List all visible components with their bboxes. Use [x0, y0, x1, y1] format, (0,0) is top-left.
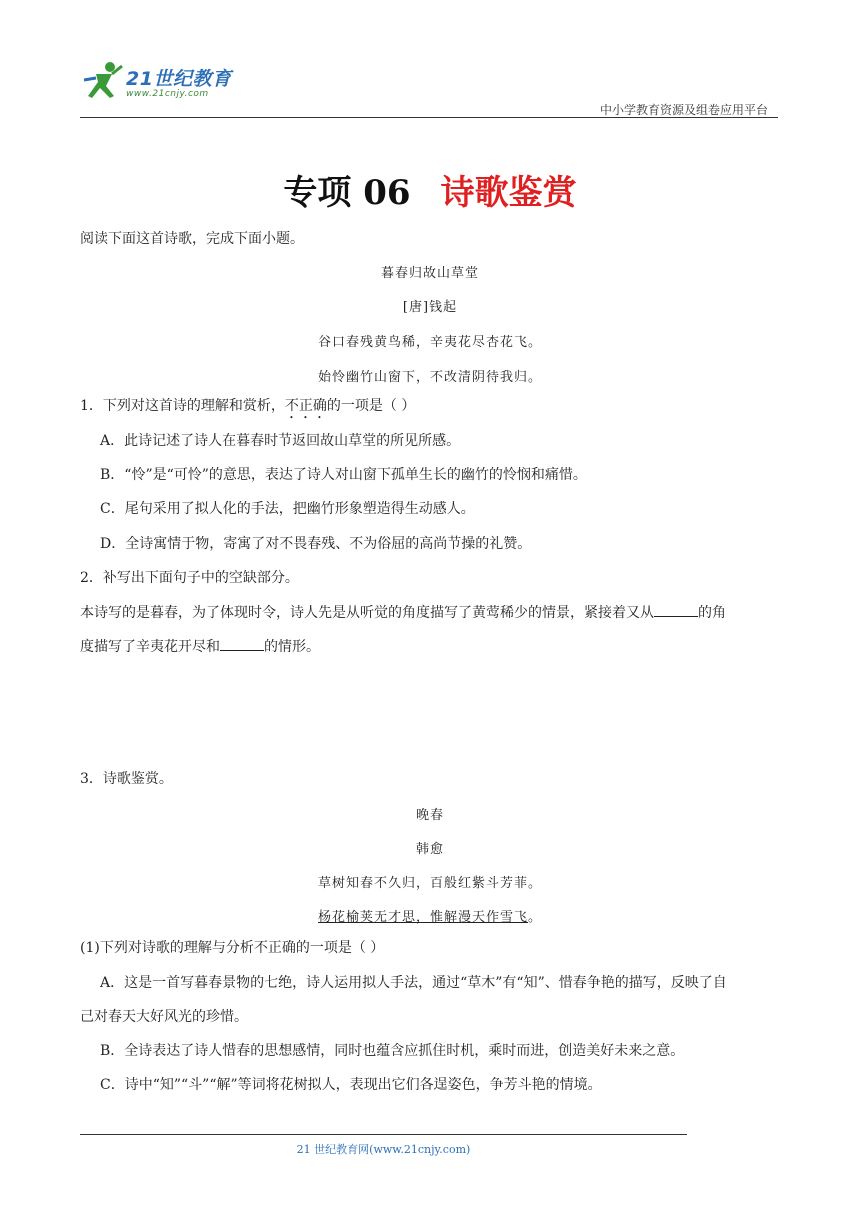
- q2-line1: [80, 602, 726, 623]
- q3-option-c: C．诗中“知”“斗”“解”等词将花树拟人，表现出它们各逞姿色，争芳斗艳的情境。: [100, 1077, 602, 1093]
- q2-blank-2[interactable]: [220, 636, 264, 651]
- site-logo: [82, 60, 257, 104]
- header-divider: [80, 117, 778, 118]
- poem1-author: [唐]钱起: [402, 300, 458, 315]
- q2-line1-b: 的角: [698, 605, 726, 621]
- q3-poem-line2: [0, 906, 860, 925]
- q3-poem-line2-end: 。: [528, 910, 543, 925]
- logo-brand: 21世纪教育: [126, 68, 232, 90]
- platform-name: 中小学教育资源及组卷应用平台: [599, 103, 768, 117]
- q1-option-b: B．“怜”是“可怜”的意思，表达了诗人对山窗下孤单生长的幽竹的怜悯和痛惜。: [100, 467, 587, 483]
- q1-stem-a: 1．下列对这首诗的理解和赏析，: [80, 398, 285, 414]
- footer-text[interactable]: 21 世纪教育网(www.21cnjy.com): [296, 1143, 471, 1156]
- runner-icon: [82, 60, 124, 104]
- poem1-title: 暮春归故山草堂: [380, 266, 479, 281]
- q1-stem-b: 的一项是（ ）: [326, 398, 416, 414]
- poem1-line1: 谷口春残黄鸟稀，辛夷花尽杏花飞。: [317, 335, 542, 350]
- q3-poem-author: 韩愈: [415, 842, 444, 857]
- q3-poem-title: 晚春: [415, 808, 444, 823]
- title-topic: 诗歌鉴赏: [440, 173, 577, 213]
- q1-option-d: D．全诗寓情于物，寄寓了对不畏春残、不为俗屈的高尚节操的礼赞。: [100, 536, 532, 552]
- q2-stem: 2．补写出下面句子中的空缺部分。: [80, 570, 299, 586]
- footer-divider: [80, 1134, 687, 1135]
- intro-text: 阅读下面这首诗歌，完成下面小题。: [80, 231, 304, 247]
- page-title: [0, 165, 860, 214]
- q3-stem: 3．诗歌鉴赏。: [80, 771, 173, 787]
- q3-option-b: B．全诗表达了诗人惜春的思想感情，同时也蕴含应抓住时机，乘时而进，创造美好未来之意。: [100, 1043, 685, 1059]
- q1-stem: [80, 396, 415, 422]
- q2-line2-a: 度描写了辛夷花开尽和: [80, 639, 220, 655]
- q2-line2: [80, 636, 320, 657]
- q1-stem-emphasis: 不正确: [284, 398, 327, 414]
- title-number: 专项 06: [283, 173, 411, 213]
- logo-site: www.21cnjy.com: [126, 89, 209, 99]
- q2-line1-a: 本诗写的是暮春，为了体现时令，诗人先是从听觉的角度描写了黄莺稀少的情景，紧接着又从: [80, 605, 654, 621]
- q1-option-a: A．此诗记述了诗人在暮春时节返回故山草堂的所见所感。: [100, 433, 461, 449]
- q3-poem-line1: 草树知春不久归，百般红紫斗芳菲。: [317, 876, 542, 891]
- q3-option-a-line1: A．这是一首写暮春景物的七绝，诗人运用拟人手法，通过“草木”有“知”、惜春争艳的描写，反映了自: [100, 975, 727, 991]
- q3-option-a-line2: 己对春天大好风光的珍惜。: [80, 1009, 248, 1025]
- q1-option-c: C．尾句采用了拟人化的手法，把幽竹形象塑造得生动感人。: [100, 501, 475, 517]
- q2-line2-b: 的情形。: [264, 639, 320, 655]
- q3-poem-line2-underlined: 杨花榆荚无才思，惟解漫天作雪飞: [317, 910, 528, 925]
- poem1-line2: 始怜幽竹山窗下，不改清阴待我归。: [317, 370, 542, 385]
- q2-blank-1[interactable]: [654, 602, 698, 617]
- q3-sub1-stem: (1)下列对诗歌的理解与分析不正确的一项是（ ）: [80, 940, 385, 956]
